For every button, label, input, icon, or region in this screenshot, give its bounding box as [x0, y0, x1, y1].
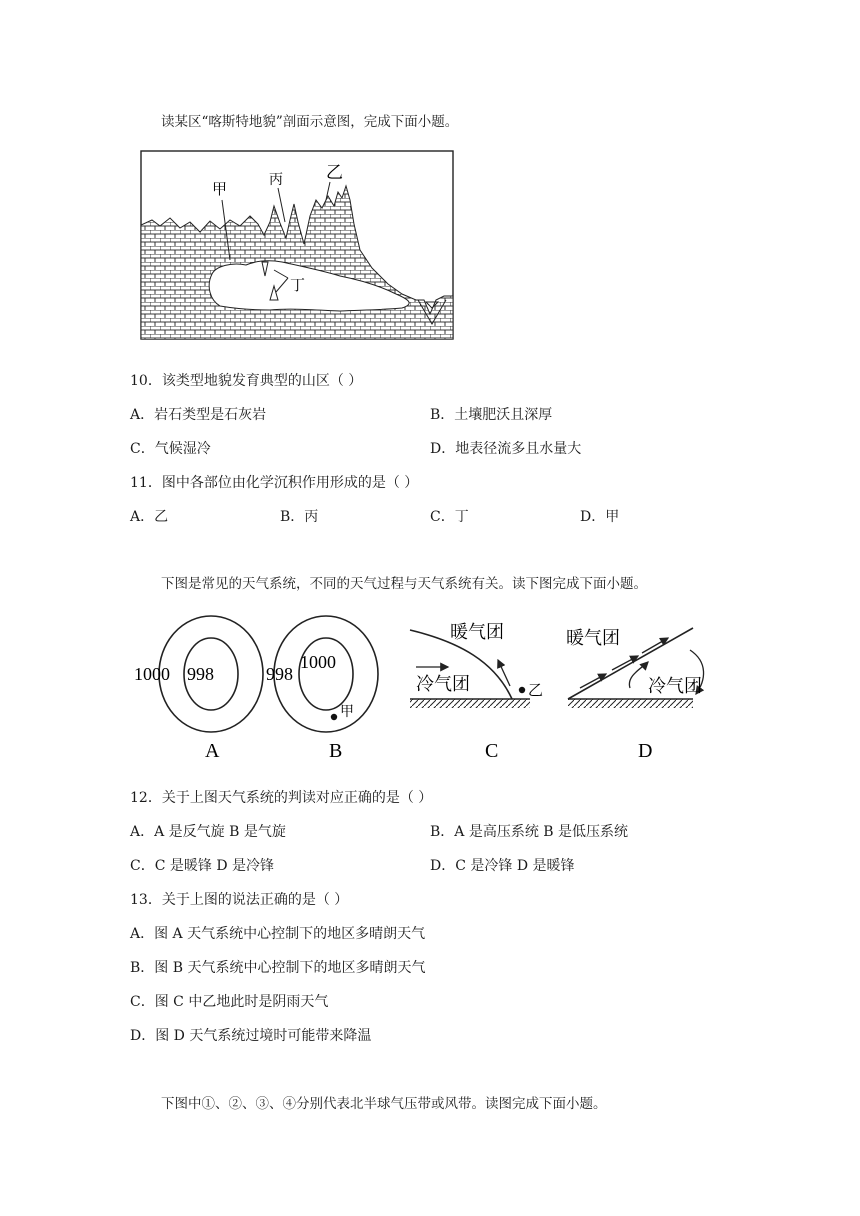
system-b: [266, 616, 378, 762]
q10-option-c[interactable]: C．气候湿冷: [130, 441, 211, 457]
q12-option-b[interactable]: B．A 是高压系统 B 是低压系统: [430, 824, 629, 840]
c-cold-air: 冷气团: [416, 674, 470, 695]
caption-d: D: [638, 740, 653, 762]
system-d-front: [566, 628, 704, 762]
intro-weather: 下图是常见的天气系统，不同的天气过程与天气系统有关。读下图完成下面小题。: [161, 576, 647, 592]
d-cold-air: 冷气团: [648, 676, 702, 697]
q11-option-a[interactable]: A．乙: [130, 509, 169, 525]
q13-option-a[interactable]: A．图 A 天气系统中心控制下的地区多晴朗天气: [130, 926, 426, 942]
caption-b: B: [329, 740, 343, 762]
label-bing: 丙: [269, 172, 283, 188]
label-point-jia: 甲: [340, 704, 354, 720]
caption-a: A: [205, 740, 220, 762]
q11-option-b[interactable]: B．丙: [280, 509, 319, 525]
q10-stem: 10．该类型地貌发育典型的山区（ ）: [130, 373, 363, 389]
caption-c: C: [485, 740, 499, 762]
q12-stem: 12．关于上图天气系统的判读对应正确的是（ ）: [130, 790, 433, 806]
point-jia-dot: [331, 714, 337, 720]
d-warm-air: 暖气团: [566, 628, 620, 649]
q13-option-b[interactable]: B．图 B 天气系统中心控制下的地区多晴朗天气: [130, 960, 426, 976]
q11-option-c[interactable]: C．丁: [430, 509, 469, 525]
b-inner-isobar: 1000: [300, 652, 336, 672]
q12-option-c[interactable]: C．C 是暖锋 D 是冷锋: [130, 858, 274, 874]
intro-karst: 读某区“喀斯特地貌”剖面示意图，完成下面小题。: [161, 114, 459, 130]
q12-option-d[interactable]: D．C 是冷锋 D 是暖锋: [430, 858, 575, 874]
a-outer-isobar: 1000: [134, 664, 170, 684]
label-yi: 乙: [326, 163, 343, 183]
q13-stem: 13．关于上图的说法正确的是（ ）: [130, 892, 349, 908]
label-point-yi: 乙: [528, 681, 544, 699]
c-warm-air: 暖气团: [450, 622, 504, 643]
q10-option-a[interactable]: A．岩石类型是石灰岩: [130, 407, 267, 423]
q11-option-d[interactable]: D．甲: [580, 509, 620, 525]
point-yi-dot: [519, 687, 525, 693]
q12-option-a[interactable]: A．A 是反气旋 B 是气旋: [130, 824, 286, 840]
q10-option-d[interactable]: D．地表径流多且水量大: [430, 441, 582, 457]
system-a: [134, 616, 263, 762]
system-c-front: [410, 622, 543, 762]
label-ding: 丁: [290, 276, 306, 294]
weather-systems-figure: [130, 610, 730, 770]
label-jia: 甲: [212, 180, 228, 198]
karst-profile-diagram: [140, 150, 455, 342]
q11-stem: 11．图中各部位由化学沉积作用形成的是（ ）: [130, 475, 419, 491]
intro-pressure-belts: 下图中①、②、③、④分别代表北半球气压带或风带。读图完成下面小题。: [161, 1096, 607, 1112]
q13-option-d[interactable]: D．图 D 天气系统过境时可能带来降温: [130, 1028, 372, 1044]
b-outer-isobar: 998: [266, 664, 293, 684]
a-inner-isobar: 998: [187, 664, 214, 684]
q13-option-c[interactable]: C．图 C 中乙地此时是阴雨天气: [130, 994, 329, 1010]
q10-option-b[interactable]: B．土壤肥沃且深厚: [430, 407, 553, 423]
